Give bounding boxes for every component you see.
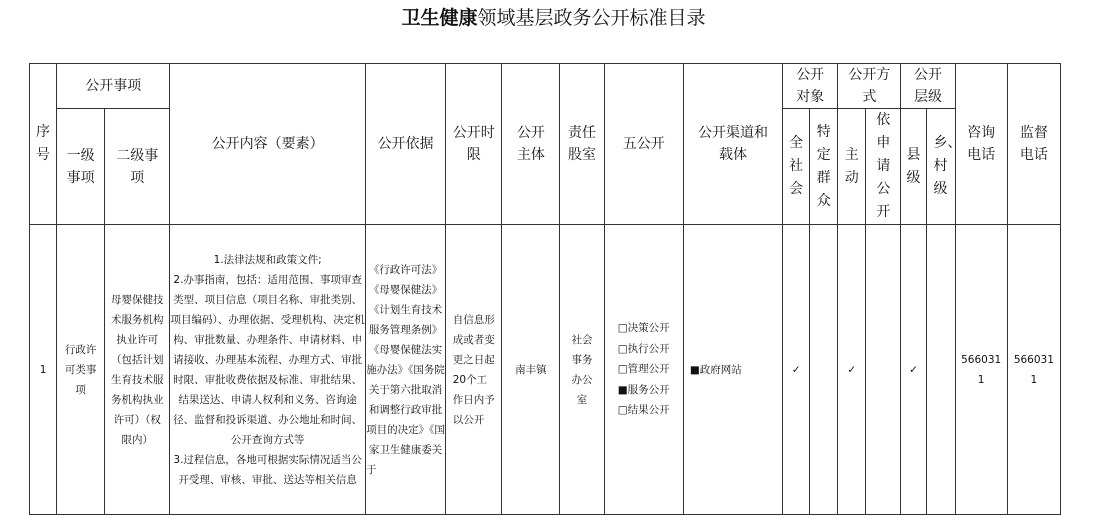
header-subject: 公开主体 — [502, 64, 560, 225]
header-time-limit: 公开时限 — [446, 64, 502, 225]
row-level1: 行政许可类事项 — [57, 225, 105, 515]
row-method-active: ✓ — [838, 225, 866, 515]
five-public-management: □管理公开 — [617, 363, 670, 376]
row-seq: 1 — [30, 225, 57, 515]
header-level2: 二级事项 — [105, 109, 170, 225]
row-subject: 南丰镇 — [502, 225, 560, 515]
header-target-group: 公开对象 — [783, 64, 838, 109]
header-consult-phone: 咨询电话 — [955, 64, 1007, 225]
title-rest: 领域基层政务公开标准目录 — [477, 7, 706, 29]
content-line-1: 1.法律法规和政策文件; — [213, 253, 322, 266]
row-consult-phone: 5660311 — [955, 225, 1007, 515]
content-line-2: 2.办事指南，包括：适用范围、事项审查类型、项目信息（项目名称、审批类别、项目编码）、办理依据、受理机构、决定机构、审批数量、办理条件、申请材料、申请接收、办理基本流程、办理方式、审批时限、审批收费依据及标准、审批结果、结果送达、申请人权利和义务、咨询途径、监督和投诉渠道、办公地址和时间、公开查询方式等 — [170, 273, 365, 446]
row-supervise-phone: 5660311 — [1007, 225, 1060, 515]
header-seq: 序号 — [30, 64, 57, 225]
header-level-township: 乡、村级 — [926, 109, 955, 225]
row-basis: 《行政许可法》《母婴保健法》《计划生育技术服务管理条例》《母婴保健法实施办法》《国务院关于第六批取消和调整行政审批项目的决定》《国家卫生健康委关于 — [365, 225, 445, 515]
header-items-group: 公开事项 — [57, 64, 170, 109]
five-public-decision: □决策公开 — [617, 322, 670, 335]
header-content: 公开内容（要素） — [170, 64, 366, 225]
header-level1: 一级事项 — [57, 109, 105, 225]
row-five-public — [604, 225, 683, 515]
row-channel: ■政府网站 — [683, 225, 782, 515]
header-supervise-phone: 监督电话 — [1007, 64, 1060, 225]
header-method-request: 依申请公开 — [866, 109, 901, 225]
five-public-result: □结果公开 — [617, 404, 670, 417]
content-line-3: 3.过程信息，各地可根据实际情况适当公开受理、审核、审批、送达等相关信息 — [173, 453, 362, 486]
row-level2: 母婴保健技术服务机构执业许可（包括计划生育技术服务机构执业许可）（权限内） — [105, 225, 170, 515]
row-level-county: ✓ — [901, 225, 926, 515]
header-target-specific: 特定群众 — [810, 109, 838, 225]
header-basis: 公开依据 — [365, 64, 445, 225]
header-level-county: 县级 — [901, 109, 926, 225]
row-method-request — [866, 225, 901, 515]
header-channel: 公开渠道和载体 — [683, 64, 782, 225]
row-target-all: ✓ — [783, 225, 810, 515]
header-method-active: 主动 — [838, 109, 866, 225]
title-bold: 卫生健康 — [401, 7, 478, 29]
row-office: 社会事务办公室 — [560, 225, 604, 515]
catalog-table — [29, 63, 1061, 515]
row-target-specific — [810, 225, 838, 515]
row-content — [170, 225, 366, 515]
row-time-limit: 自信息形成或者变更之日起20个工作日内予以公开 — [446, 225, 502, 515]
header-target-all: 全社会 — [783, 109, 810, 225]
five-public-execution: □执行公开 — [617, 342, 670, 355]
header-method-group: 公开方式 — [838, 64, 901, 109]
table-row — [30, 225, 1061, 515]
five-public-service: ■服务公开 — [617, 383, 670, 396]
header-office: 责任股室 — [560, 64, 604, 225]
header-level-group: 公开层级 — [901, 64, 955, 109]
row-level-township — [926, 225, 955, 515]
page-title — [0, 6, 1107, 30]
header-five-public: 五公开 — [604, 64, 683, 225]
